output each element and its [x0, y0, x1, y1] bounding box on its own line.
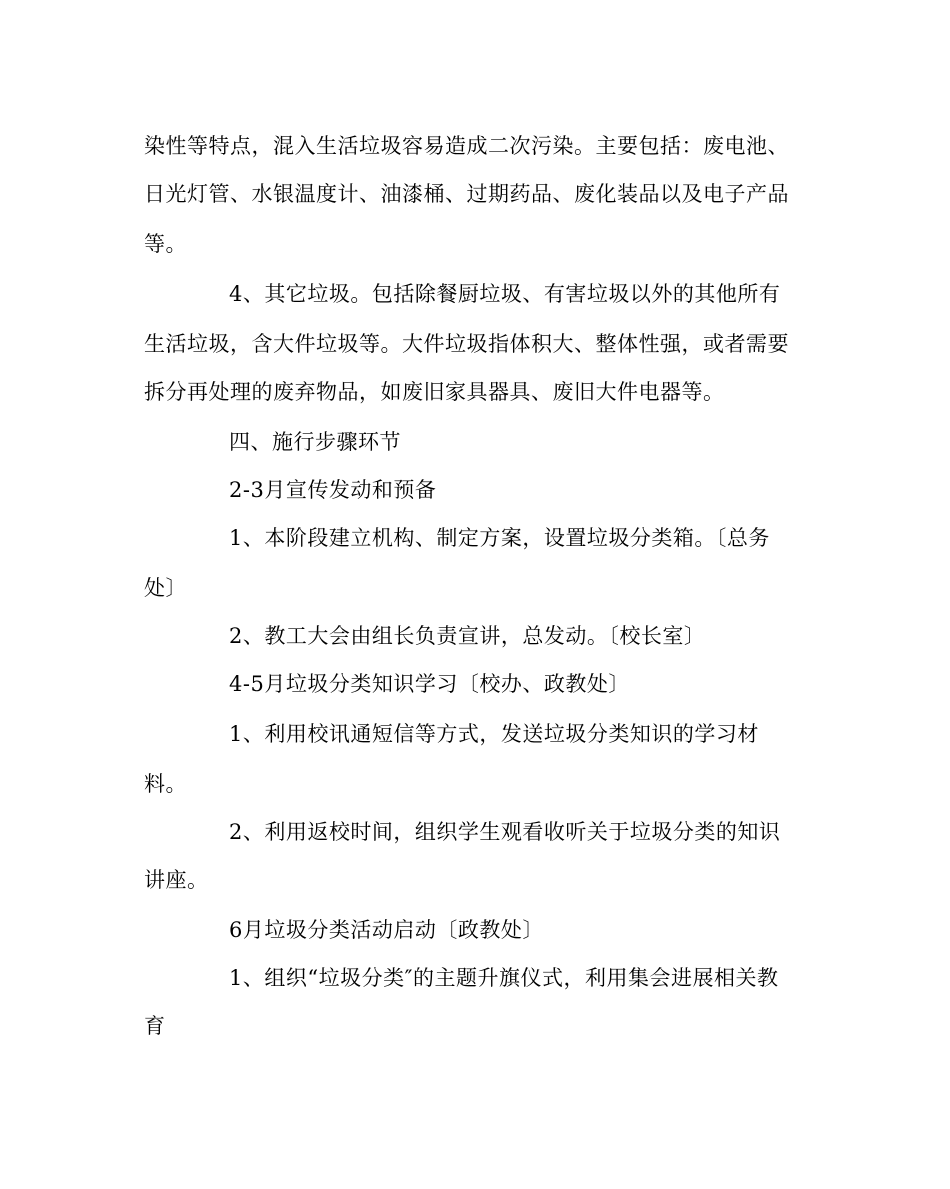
paragraph-line: 4、其它垃圾。包括除餐厨垃圾、有害垃圾以外的其他所有	[229, 282, 781, 306]
paragraph-line: 2、利用返校时间，组织学生观看收听关于垃圾分类的知识	[229, 820, 781, 844]
stage-heading: 4-5月垃圾分类知识学习〔校办、政教处〕	[229, 672, 630, 696]
paragraph-line: 料。	[144, 772, 187, 796]
paragraph-line: 生活垃圾，含大件垃圾等。大件垃圾指体积大、整体性强，或者需要	[144, 332, 789, 356]
section-heading: 四、施行步骤环节	[229, 430, 401, 454]
paragraph-line: 2、教工大会由组长负责宣讲，总发动。〔校长室〕	[229, 624, 706, 648]
paragraph-line: 染性等特点，混入生活垃圾容易造成二次污染。主要包括：废电池、	[144, 134, 789, 158]
paragraph-line: 处〕	[144, 576, 187, 600]
paragraph-line: 讲座。	[144, 868, 209, 892]
paragraph-line: 1、利用校讯通短信等方式，发送垃圾分类知识的学习材	[229, 722, 759, 746]
paragraph-line: 1、组织“垃圾分类″的主题升旗仪式，利用集会进展相关教	[229, 966, 779, 990]
paragraph-line: 拆分再处理的废弃物品，如废旧家具器具、废旧大件电器等。	[144, 380, 725, 404]
paragraph-line: 等。	[144, 232, 187, 256]
paragraph-line: 1、本阶段建立机构、制定方案，设置垃圾分类箱。〔总务	[229, 526, 770, 550]
stage-heading: 2-3月宣传发动和预备	[229, 478, 437, 502]
paragraph-line: 日光灯管、水银温度计、油漆桶、过期药品、废化装品以及电子产品	[144, 182, 789, 206]
stage-heading: 6月垃圾分类活动启动〔政教处〕	[229, 918, 544, 942]
paragraph-line: 育	[144, 1014, 166, 1038]
